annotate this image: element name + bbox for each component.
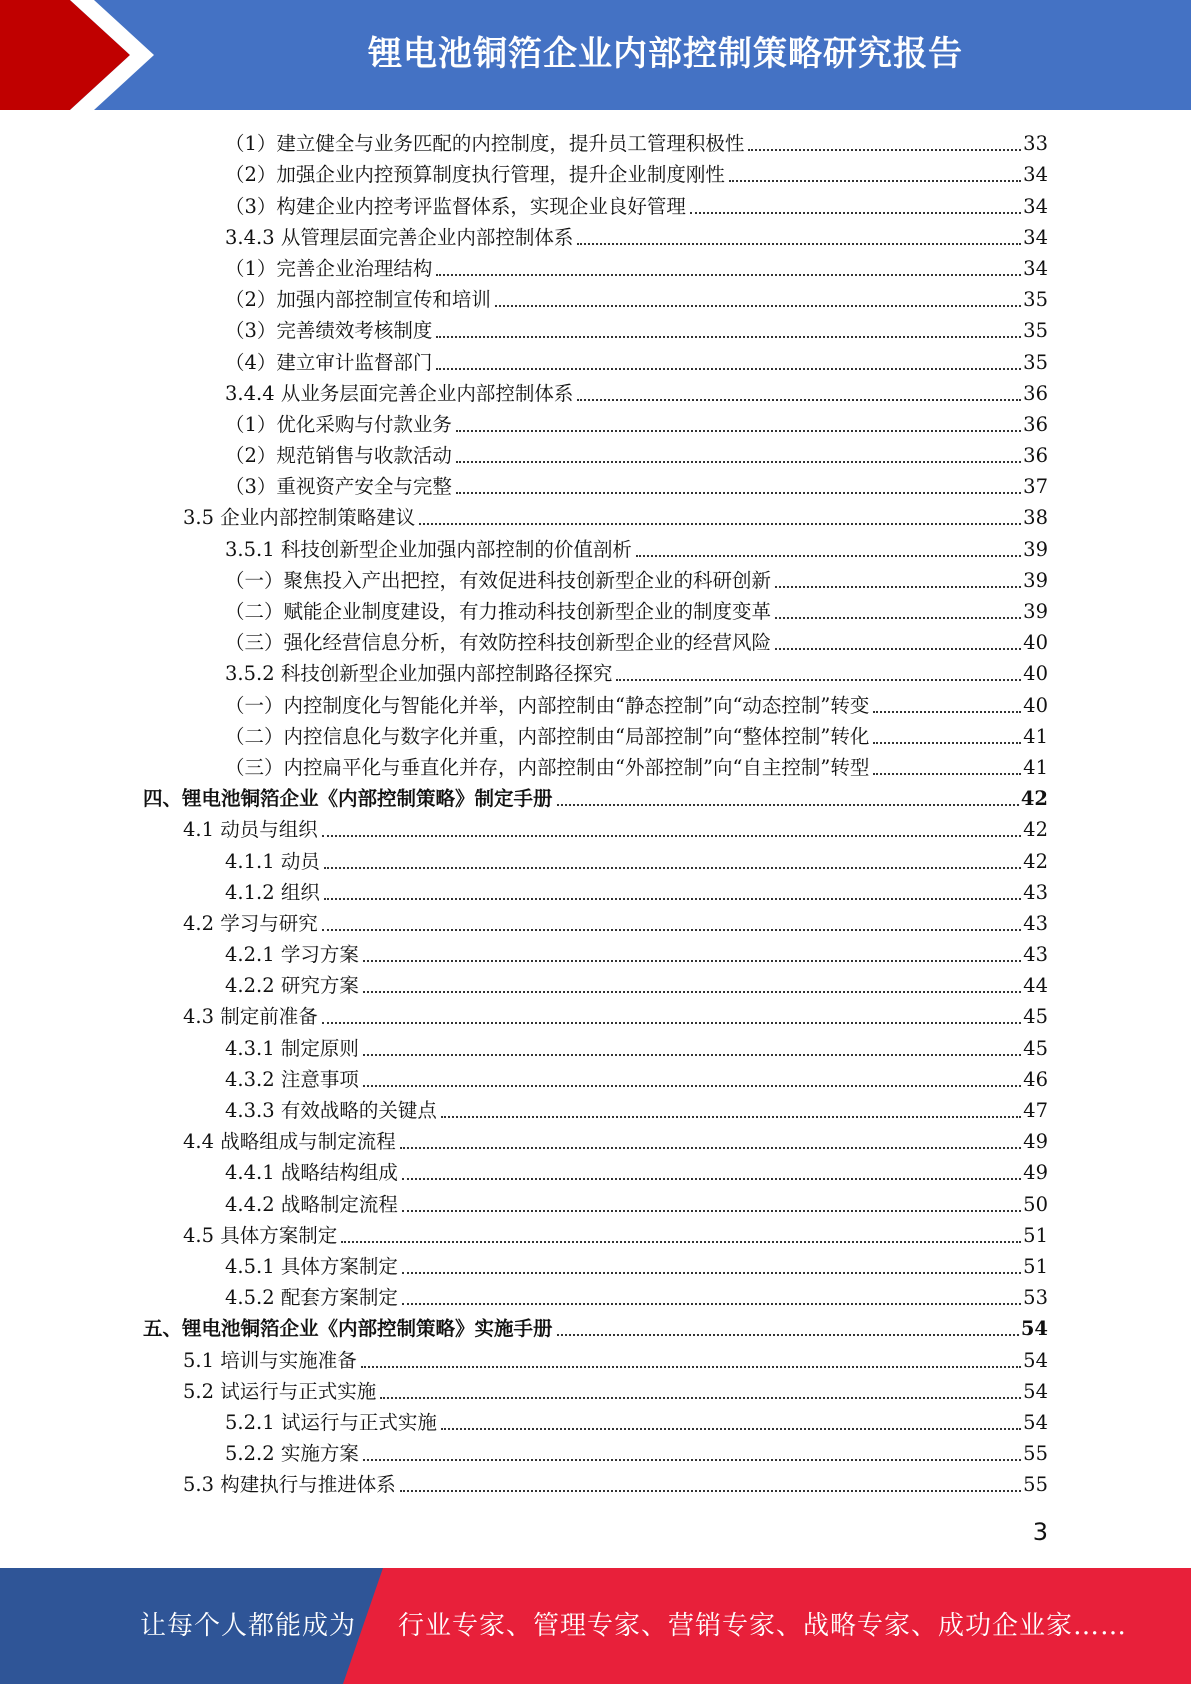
toc-entry-page: 34: [1023, 163, 1048, 187]
toc-entry[interactable]: [0, 440, 1048, 471]
toc-entry-title: 4.1 动员与组织: [183, 818, 318, 842]
toc-entry-page: 34: [1023, 256, 1048, 280]
dot-leader: [402, 1178, 1021, 1180]
toc-entry[interactable]: [0, 1188, 1048, 1219]
toc-entry-title: （3）重视资产安全与完整: [225, 475, 452, 499]
toc-entry-title: 4.3 制定前准备: [183, 1005, 318, 1029]
toc-entry-page: 51: [1023, 1254, 1048, 1278]
toc-entry[interactable]: [0, 814, 1048, 845]
toc-entry-title: 4.2.2 研究方案: [225, 974, 359, 998]
toc-entry-page: 35: [1023, 319, 1048, 343]
toc-entry-page: 51: [1023, 1223, 1048, 1247]
toc-entry[interactable]: [0, 1469, 1048, 1500]
toc-entry-title: （2）规范销售与收款活动: [225, 444, 452, 468]
toc-entry-page: 40: [1023, 662, 1048, 686]
toc-entry-title: 5.2 试运行与正式实施: [183, 1379, 377, 1403]
page-number: 3: [1032, 1518, 1048, 1546]
dot-leader: [341, 1241, 1021, 1243]
toc-entry-title: 4.2.1 学习方案: [225, 943, 359, 967]
dot-leader: [363, 1459, 1021, 1461]
toc-entry[interactable]: [0, 1126, 1048, 1157]
toc-entry-title: 4.4.2 战略制定流程: [225, 1192, 398, 1216]
toc-entry-title: 4.3.1 制定原则: [225, 1036, 359, 1060]
toc-entry-title: （三）强化经营信息分析，有效防控科技创新型企业的经营风险: [225, 631, 772, 655]
toc-entry[interactable]: [0, 939, 1048, 970]
toc-entry-page: 40: [1023, 631, 1048, 655]
dot-leader: [441, 1116, 1021, 1118]
dot-leader: [495, 305, 1021, 307]
toc-entry[interactable]: [0, 1220, 1048, 1251]
dot-leader: [436, 368, 1021, 370]
toc-entry-title: （3）构建企业内控考评监督体系，实现企业良好管理: [225, 194, 686, 218]
toc-entry-page: 42: [1023, 818, 1048, 842]
dot-leader: [402, 1303, 1021, 1305]
toc-entry-title: 4.3.2 注意事项: [225, 1067, 359, 1091]
toc-entry-page: 37: [1023, 475, 1048, 499]
toc-entry[interactable]: [0, 1064, 1048, 1095]
toc-entry[interactable]: [0, 502, 1048, 533]
toc-entry[interactable]: [0, 1407, 1048, 1438]
dot-leader: [322, 1022, 1021, 1024]
toc-entry[interactable]: [0, 1438, 1048, 1469]
toc-entry-page: 40: [1023, 693, 1048, 717]
toc-entry-page: 43: [1023, 911, 1048, 935]
dot-leader: [400, 1147, 1021, 1149]
dot-leader: [402, 1210, 1021, 1212]
dot-leader: [775, 617, 1021, 619]
page-footer: [0, 1568, 1191, 1684]
toc-entry-page: 50: [1023, 1192, 1048, 1216]
toc-entry-title: （4）建立审计监督部门: [225, 350, 433, 374]
toc-entry[interactable]: [0, 1376, 1048, 1407]
toc-entry[interactable]: [0, 1251, 1048, 1282]
dot-leader: [400, 1490, 1021, 1492]
dot-leader: [363, 1085, 1021, 1087]
dot-leader: [441, 1428, 1021, 1430]
toc-entry-page: 41: [1023, 724, 1048, 748]
table-of-contents: [0, 128, 1191, 1500]
toc-entry-page: 39: [1023, 537, 1048, 561]
dot-leader: [636, 555, 1021, 557]
toc-entry-title: 5.1 培训与实施准备: [183, 1348, 357, 1372]
toc-entry[interactable]: [0, 908, 1048, 939]
dot-leader: [363, 960, 1021, 962]
toc-entry-page: 54: [1023, 1348, 1048, 1372]
toc-entry-page: 43: [1023, 943, 1048, 967]
toc-entry[interactable]: [0, 128, 1048, 159]
toc-entry[interactable]: [0, 253, 1048, 284]
toc-entry[interactable]: [0, 596, 1048, 627]
toc-entry-title: （2）加强内部控制宣传和培训: [225, 288, 491, 312]
toc-entry-page: 39: [1023, 568, 1048, 592]
toc-entry[interactable]: [0, 471, 1048, 502]
toc-entry-page: 49: [1023, 1161, 1048, 1185]
toc-entry-page: 45: [1023, 1036, 1048, 1060]
dot-leader: [324, 867, 1021, 869]
toc-entry[interactable]: [0, 1344, 1048, 1375]
page-header: [0, 0, 1191, 110]
dot-leader: [748, 149, 1021, 151]
toc-entry-title: （1）完善企业治理结构: [225, 256, 433, 280]
toc-entry-title: 4.1.2 组织: [225, 880, 320, 904]
toc-entry-title: 五、锂电池铜箔企业《内部控制策略》实施手册: [143, 1317, 553, 1341]
footer-roles: 行业专家、管理专家、营销专家、战略专家、成功企业家……: [398, 1611, 1128, 1641]
toc-entry-title: （2）加强企业内控预算制度执行管理，提升企业制度刚性: [225, 163, 725, 187]
toc-entry[interactable]: [0, 1001, 1048, 1032]
toc-entry-title: （3）完善绩效考核制度: [225, 319, 433, 343]
toc-entry-title: 4.5.1 具体方案制定: [225, 1254, 398, 1278]
toc-entry[interactable]: [0, 752, 1048, 783]
dot-leader: [419, 523, 1021, 525]
toc-entry-page: 44: [1023, 974, 1048, 998]
toc-entry-title: （1）建立健全与业务匹配的内控制度，提升员工管理积极性: [225, 132, 745, 156]
footer-slogan: 让每个人都能成为: [140, 1611, 357, 1641]
toc-entry[interactable]: [0, 1282, 1048, 1313]
toc-entry[interactable]: [0, 222, 1048, 253]
toc-entry-page: 35: [1023, 350, 1048, 374]
dot-leader: [729, 180, 1021, 182]
dot-leader: [436, 274, 1021, 276]
dot-leader: [577, 399, 1021, 401]
toc-entry-page: 38: [1023, 506, 1048, 530]
toc-entry-page: 36: [1023, 381, 1048, 405]
toc-entry-page: 45: [1023, 1005, 1048, 1029]
toc-entry-title: （一）内控制度化与智能化并举，内部控制由“静态控制”向“动态控制”转变: [225, 693, 870, 717]
dot-leader: [380, 1397, 1021, 1399]
toc-entry-title: 3.4.4 从业务层面完善企业内部控制体系: [225, 381, 574, 405]
dot-leader: [775, 648, 1021, 650]
dot-leader: [456, 461, 1021, 463]
toc-entry-title: 5.3 构建执行与推进体系: [183, 1473, 396, 1497]
toc-entry[interactable]: [0, 1095, 1048, 1126]
toc-entry[interactable]: [0, 783, 1048, 814]
toc-entry-title: （1）优化采购与付款业务: [225, 412, 452, 436]
dot-leader: [873, 773, 1021, 775]
toc-entry[interactable]: [0, 315, 1048, 346]
toc-entry-title: 4.4 战略组成与制定流程: [183, 1130, 396, 1154]
toc-entry-page: 47: [1023, 1099, 1048, 1122]
dot-leader: [873, 711, 1021, 713]
toc-entry[interactable]: [0, 877, 1048, 908]
toc-entry[interactable]: [0, 721, 1048, 752]
toc-entry[interactable]: [0, 284, 1048, 315]
dot-leader: [873, 742, 1021, 744]
toc-entry[interactable]: [0, 1157, 1048, 1188]
toc-entry-page: 42: [1023, 849, 1048, 873]
dot-leader: [456, 492, 1021, 494]
dot-leader: [402, 1272, 1021, 1274]
toc-entry[interactable]: [0, 533, 1048, 564]
toc-entry-page: 49: [1023, 1130, 1048, 1154]
toc-entry-page: 43: [1023, 880, 1048, 904]
toc-entry-title: 4.3.3 有效战略的关键点: [225, 1099, 437, 1122]
toc-entry-title: 3.5 企业内部控制策略建议: [183, 506, 416, 530]
toc-entry-page: 39: [1023, 600, 1048, 623]
toc-entry-title: （二）内控信息化与数字化并重，内部控制由“局部控制”向“整体控制”转化: [225, 724, 870, 748]
toc-entry-title: 4.5.2 配套方案制定: [225, 1286, 398, 1310]
dot-leader: [557, 804, 1019, 806]
dot-leader: [775, 586, 1021, 588]
toc-entry-page: 54: [1023, 1379, 1048, 1403]
toc-entry-page: 36: [1023, 444, 1048, 468]
toc-entry[interactable]: [0, 658, 1048, 689]
dot-leader: [363, 1054, 1021, 1056]
toc-entry[interactable]: [0, 689, 1048, 720]
dot-leader: [322, 835, 1021, 837]
toc-entry-title: （二）赋能企业制度建设，有力推动科技创新型企业的制度变革: [225, 600, 772, 623]
toc-entry[interactable]: [0, 1032, 1048, 1063]
dot-leader: [436, 336, 1021, 338]
toc-entry-page: 34: [1023, 225, 1048, 249]
toc-entry-page: 33: [1023, 132, 1048, 156]
toc-entry-page: 41: [1023, 755, 1048, 779]
dot-leader: [616, 679, 1021, 681]
toc-entry[interactable]: [0, 378, 1048, 409]
toc-entry[interactable]: [0, 159, 1048, 190]
toc-entry-page: 36: [1023, 412, 1048, 436]
toc-entry[interactable]: [0, 565, 1048, 596]
toc-entry-title: 4.2 学习与研究: [183, 911, 318, 935]
toc-entry-title: 4.4.1 战略结构组成: [225, 1161, 398, 1185]
toc-entry-page: 55: [1023, 1473, 1048, 1497]
dot-leader: [456, 430, 1021, 432]
dot-leader: [363, 991, 1021, 993]
toc-entry-page: 35: [1023, 288, 1048, 312]
toc-entry-title: 3.5.1 科技创新型企业加强内部控制的价值剖析: [225, 537, 632, 561]
dot-leader: [361, 1366, 1021, 1368]
toc-entry[interactable]: [0, 845, 1048, 876]
toc-entry-title: 4.5 具体方案制定: [183, 1223, 338, 1247]
toc-entry-title: 3.4.3 从管理层面完善企业内部控制体系: [225, 225, 574, 249]
toc-entry-page: 54: [1020, 1317, 1048, 1341]
dot-leader: [557, 1334, 1019, 1336]
toc-entry-title: 四、锂电池铜箔企业《内部控制策略》制定手册: [143, 787, 553, 811]
toc-entry-page: 42: [1020, 787, 1048, 811]
toc-entry[interactable]: [0, 627, 1048, 658]
toc-entry[interactable]: [0, 970, 1048, 1001]
document-title: 锂电池铜箔企业内部控制策略研究报告: [368, 34, 963, 74]
dot-leader: [322, 929, 1021, 931]
toc-entry-page: 54: [1023, 1410, 1048, 1434]
toc-entry[interactable]: [0, 1313, 1048, 1344]
toc-entry-title: （一）聚焦投入产出把控，有效促进科技创新型企业的科研创新: [225, 568, 772, 592]
toc-entry-page: 55: [1023, 1442, 1048, 1466]
toc-entry-title: （三）内控扁平化与垂直化并存，内部控制由“外部控制”向“自主控制”转型: [225, 755, 870, 779]
dot-leader: [690, 212, 1021, 214]
toc-entry-title: 5.2.2 实施方案: [225, 1442, 359, 1466]
dot-leader: [324, 898, 1021, 900]
toc-entry-title: 5.2.1 试运行与正式实施: [225, 1410, 437, 1434]
toc-entry[interactable]: [0, 346, 1048, 377]
toc-entry-page: 53: [1023, 1286, 1048, 1310]
toc-entry-title: 3.5.2 科技创新型企业加强内部控制路径探究: [225, 662, 613, 686]
toc-entry-page: 46: [1023, 1067, 1048, 1091]
toc-entry-page: 34: [1023, 194, 1048, 218]
toc-entry[interactable]: [0, 190, 1048, 221]
toc-entry[interactable]: [0, 409, 1048, 440]
toc-entry-title: 4.1.1 动员: [225, 849, 320, 873]
dot-leader: [577, 243, 1021, 245]
